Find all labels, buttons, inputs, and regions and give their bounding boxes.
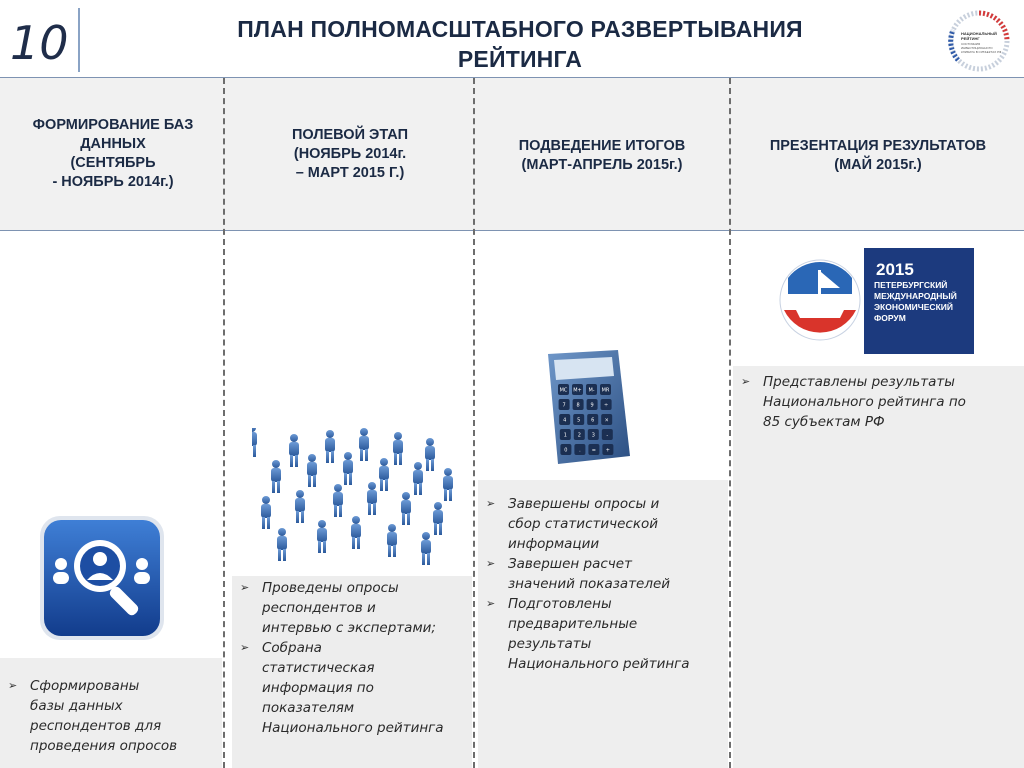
calculator-key-label: 8 (576, 402, 580, 409)
forum-line-1: ПЕТЕРБУРГСКИЙ (874, 280, 948, 290)
slide-number: 10 (10, 16, 69, 70)
column-divider-3 (729, 78, 731, 768)
column-4-bullet-1: ➢ Представлены результаты Национального рейтинга по 85 субъектам РФ (741, 374, 966, 430)
calculator-key-label: 5 (577, 417, 581, 424)
search-people-icon (38, 514, 166, 642)
forum-line-2: МЕЖДУНАРОДНЫЙ (874, 291, 957, 301)
page-title (140, 14, 900, 74)
column-2-bullet-1: ➢ Проведены опросы респондентов и интервью с экспертами; (240, 580, 436, 636)
calculator-key-label: 7 (562, 402, 566, 409)
logo-text-4: ИНВЕСТИЦИОННОГО (961, 46, 993, 50)
calculator-key-label: 6 (591, 417, 595, 424)
calculator-key-label: 4 (563, 417, 567, 424)
calculator-key-label: 2 (577, 432, 581, 439)
forum-line-3: ЭКОНОМИЧЕСКИЙ (874, 302, 953, 312)
arrow-bullet-icon: ➢ (486, 557, 496, 570)
stages-band-separator (0, 230, 1024, 231)
logo-text-2: РЕЙТИНГ (961, 36, 980, 41)
stage-1-line-3: (СЕНТЯБРЬ (70, 155, 156, 171)
arrow-bullet-icon: ➢ (240, 641, 250, 654)
forum-year: 2015 (876, 260, 914, 279)
calculator-key-label: MR (601, 387, 610, 394)
stage-4-line-1: ПРЕЗЕНТАЦИЯ РЕЗУЛЬТАТОВ (769, 138, 987, 154)
calculator-key-label: 1 (563, 432, 567, 439)
arrow-bullet-icon: ➢ (240, 581, 250, 594)
column-4-textbox (733, 366, 1024, 768)
logo-text-5: КЛИМАТА В СУБЪЕКТАХ РФ (961, 50, 1002, 54)
calculator-key-label: = (591, 447, 597, 454)
calculator-key-label: 9 (590, 402, 594, 409)
column-3-bullet-2: ➢ Завершен расчет значений показателей (486, 556, 671, 592)
calculator-key-label: M- (588, 387, 595, 394)
column-2-textbox (232, 576, 472, 768)
column-1-bullet-1: ➢ Сформированы базы данных респондентов для проведения опросов (8, 678, 178, 754)
calculator-image (540, 350, 632, 466)
stage-4-line-2: (МАЙ 2015г.) (834, 157, 922, 173)
stage-1-line-1: ФОРМИРОВАНИЕ БАЗ (32, 117, 194, 133)
business-people-crowd-image (252, 428, 470, 576)
stage-3-line-2: (МАРТ-АПРЕЛЬ 2015г.) (521, 157, 683, 173)
calculator-key-label: MC (559, 387, 568, 394)
stage-2-line-1: ПОЛЕВОЙ ЭТАП (292, 127, 408, 143)
calculator-key-label: ÷ (603, 402, 609, 409)
stage-heading-databases (6, 116, 220, 192)
calculator-key-label: + (605, 447, 611, 454)
stage-2-line-2: (НОЯБРЬ 2014г. (293, 146, 407, 162)
stage-1-line-2: ДАННЫХ (80, 136, 146, 152)
column-divider-1 (223, 78, 225, 768)
stage-1-line-4: - НОЯБРЬ 2014г.) (52, 174, 174, 190)
forum-text-block (874, 260, 974, 324)
title-line-1: ПЛАН ПОЛНОМАСШТАБНОГО РАЗВЕРТЫВАНИЯ (237, 16, 803, 42)
column-1-textbox (0, 658, 222, 768)
calculator-key-label: - (606, 432, 609, 439)
stage-heading-field (240, 126, 460, 183)
forum-line-4: ФОРУМ (874, 313, 906, 323)
calculator-key-label: . (579, 447, 581, 454)
calculator-key-label: M+ (573, 387, 582, 394)
calculator-key-label: × (604, 417, 609, 424)
column-divider-2 (473, 78, 475, 768)
logo-text-1: НАЦИОНАЛЬНЫЙ (961, 31, 997, 36)
stage-heading-results (484, 137, 720, 175)
calculator-key-label: 3 (591, 432, 595, 439)
calculator-key-label: 0 (564, 447, 568, 454)
stage-3-line-1: ПОДВЕДЕНИЕ ИТОГОВ (518, 138, 686, 154)
title-line-2: РЕЙТИНГА (457, 46, 583, 72)
slide-number-divider (78, 8, 80, 72)
stage-2-line-3: – МАРТ 2015 Г.) (295, 165, 405, 181)
column-3-textbox (478, 480, 728, 768)
arrow-bullet-icon: ➢ (8, 679, 18, 692)
arrow-bullet-icon: ➢ (741, 375, 751, 388)
logo-text-3: СОСТОЯНИЯ (961, 42, 981, 46)
column-3-bullet-3: ➢ Подготовлены предварительные результаты Национального рейтинга (486, 596, 690, 672)
stage-heading-presentation (738, 137, 1018, 175)
national-rating-logo (948, 10, 1010, 72)
column-2-bullet-2: ➢ Собрана статистическая информация по показателям Национального рейтинга (240, 640, 444, 736)
arrow-bullet-icon: ➢ (486, 597, 496, 610)
arrow-bullet-icon: ➢ (486, 497, 496, 510)
column-3-bullet-1: ➢ Завершены опросы и сбор статистической информации (486, 496, 660, 552)
